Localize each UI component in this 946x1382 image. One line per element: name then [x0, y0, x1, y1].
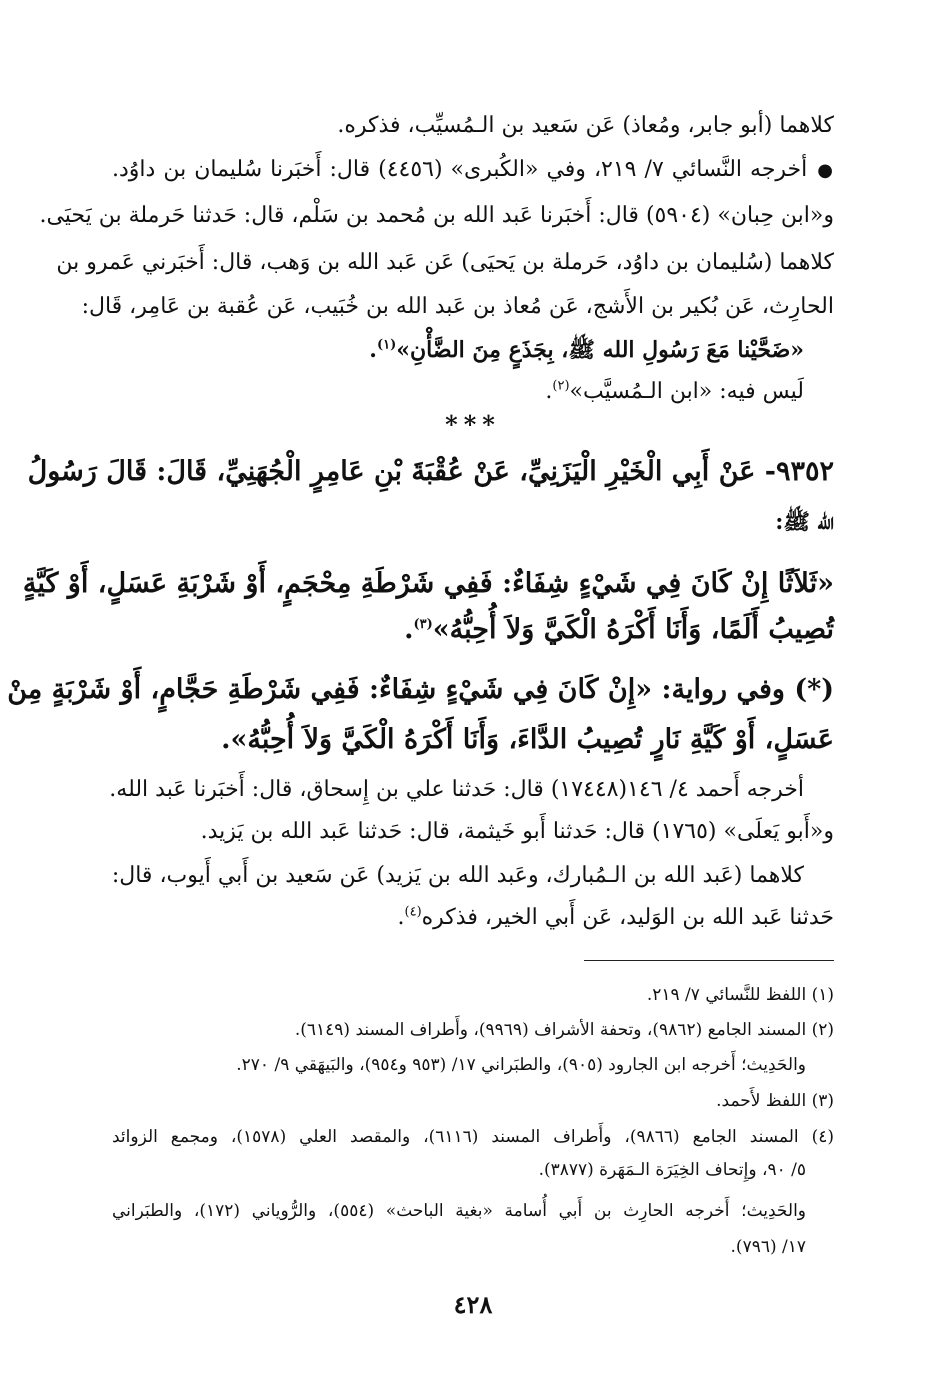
- footnote-divider: [584, 960, 834, 961]
- chain-line-2: و«أَبو يَعلَى» (١٧٦٥) قال: حَدثنا أَبو خَيثمة، قال: حَدثنا عَبد الله بن يَزيد.: [200, 819, 834, 844]
- hadith-line-6: عَسَلٍ، أَوْ كَيَّةِ نَارٍ تُصِيبُ الدَّاءَ، وَأَنَا أَكْرَهُ الْكَيَّ وَلاَ أُحِبُّهُ».: [221, 724, 834, 755]
- footnote-ref-4: (٤): [404, 904, 422, 920]
- text-line-5: الحارِث، عَن بُكير بن الأَشج، عَن مُعاذ بن عَبد الله بن خُبَيب، عَن عُقبة بن عَامِر، قَال:: [81, 294, 834, 319]
- hadith-line-5: (*) وفي رواية: «إِنْ كَانَ فِي شَيْءٍ شِفَاءٌ: فَفِي شَرْطَةِ حَجَّامٍ، أَوْ شَرْبَةٍ مِنْ: [7, 674, 834, 705]
- text-line-4: كلاهما (سُليمان بن داوُد، حَرملة بن يَحيَى) عَن عَبد الله بن وَهب، قال: أَخبَرني عَمرو بن: [56, 250, 834, 275]
- footnote-ref-2: (٢): [552, 378, 570, 394]
- footnote-ref-3: (٣): [413, 617, 433, 632]
- chain-line-1: أخرجه أَحمد ٤/ ١٤٦(١٧٤٤٨) قال: حَدثنا علي بن إِسحاق، قال: أَخبَرنا عَبد الله.: [109, 777, 804, 802]
- text-line-2: ●أخرجه النَّسائي ٧/ ٢١٩، وفي «الكُبرى» (٤٤٥٦) قال: أَخبَرنا سُليمان بن داوُد.: [112, 157, 835, 182]
- hadith-line-4: تُصِيبُ أَلَمًا، وَأَنَا أَكْرَهُ الْكَيَّ وَلاَ أُحِبُّهُ»$^{(٣)}$.: [404, 614, 834, 645]
- page-number: ٤٢٨: [453, 1290, 493, 1319]
- chain-line-3: كلاهما (عَبد الله بن الـمُبارك، وعَبد الله بن يَزيد) عَن سَعيد بن أَبي أَيوب، قال:: [111, 863, 804, 888]
- footnote-4: (٤) المسند الجامع (٩٨٦٦)، وأَطراف المسند (٦١١٦)، والمقصد العلي (١٥٧٨)، ومجمع الزوائد: [112, 1127, 835, 1147]
- text-line-7: لَيس فيه: «ابن الـمُسيَّب»$^{(٢)}$.: [545, 378, 804, 404]
- footnote-4-detail: والحَدِيث؛ أَخرجه الحارِث بن أَبي أُسامة «بغية الباحث» (٥٥٤)، والرُّوياني (١٧٢)، والطبَراني: [112, 1201, 807, 1221]
- chain-line-4: حَدثنا عَبد الله بن الوَليد، عَن أَبي الخير، فذكره$^{(٤)}$.: [397, 904, 834, 930]
- footnote-1: (١) اللفظ للنَّسائي ٧/ ٢١٩.: [646, 985, 834, 1005]
- bullet-icon: ●: [817, 160, 835, 181]
- text-line-3: و«ابن حِبان» (٥٩٠٤) قال: أَخبَرنا عَبد الله بن مُحمد بن سَلْم، قال: حَدثنا حَرملة بن يَحيَى.: [39, 203, 834, 228]
- footnote-3: (٣) اللفظ لأَحمد.: [716, 1091, 834, 1111]
- hadith-line-1: ٩٣٥٢- عَنْ أَبِي الْخَيْرِ الْيَزَنِيِّ، عَنْ عُقْبَةَ بْنِ عَامِرٍ الْجُهَنِيِّ، قَالَ: قَالَ رَسُولُ: [27, 456, 834, 487]
- text-line-6: «ضَحَّيْنا مَعَ رَسُولِ الله ﷺ، بِجَذَعٍ مِنَ الضَّأْنِ»$^{(١)}$.: [369, 337, 804, 363]
- footnote-ref-1: (١): [376, 337, 397, 353]
- hadith-line-2: الله ﷺ:: [775, 509, 834, 535]
- text-line-1: كلاهما (أبو جابر، ومُعاذ) عَن سَعيد بن الـمُسيِّب، فذكره.: [337, 113, 834, 138]
- footnote-4-cont: ٥/ ٩٠، وإِتحاف الخِيَرَة الـمَهَرة (٣٨٧٧).: [538, 1160, 806, 1180]
- footnote-2-detail: والحَدِيث؛ أَخرجه ابن الجارود (٩٠٥)، والطبَراني ١٧/ (٩٥٣ و٩٥٤)، والبَيهَقي ٩/ ٢٧٠.: [236, 1055, 806, 1075]
- hadith-line-3: «ثَلاَثًا إِنْ كَانَ فِي شَيْءٍ شِفَاءٌ: فَفِي شَرْطَةِ مِحْجَمٍ، أَوْ شَرْبَةِ عَسَلٍ، أَوْ كَيَّةٍ: [22, 568, 834, 599]
- footnote-2: (٢) المسند الجامع (٩٨٦٢)، وتحفة الأشراف (٩٩٦٩)، وأَطراف المسند (٦١٤٩).: [294, 1020, 834, 1040]
- footnote-4-detail-cont: ١٧/ (٧٩٦).: [730, 1237, 806, 1257]
- separator-stars: ***: [445, 410, 501, 439]
